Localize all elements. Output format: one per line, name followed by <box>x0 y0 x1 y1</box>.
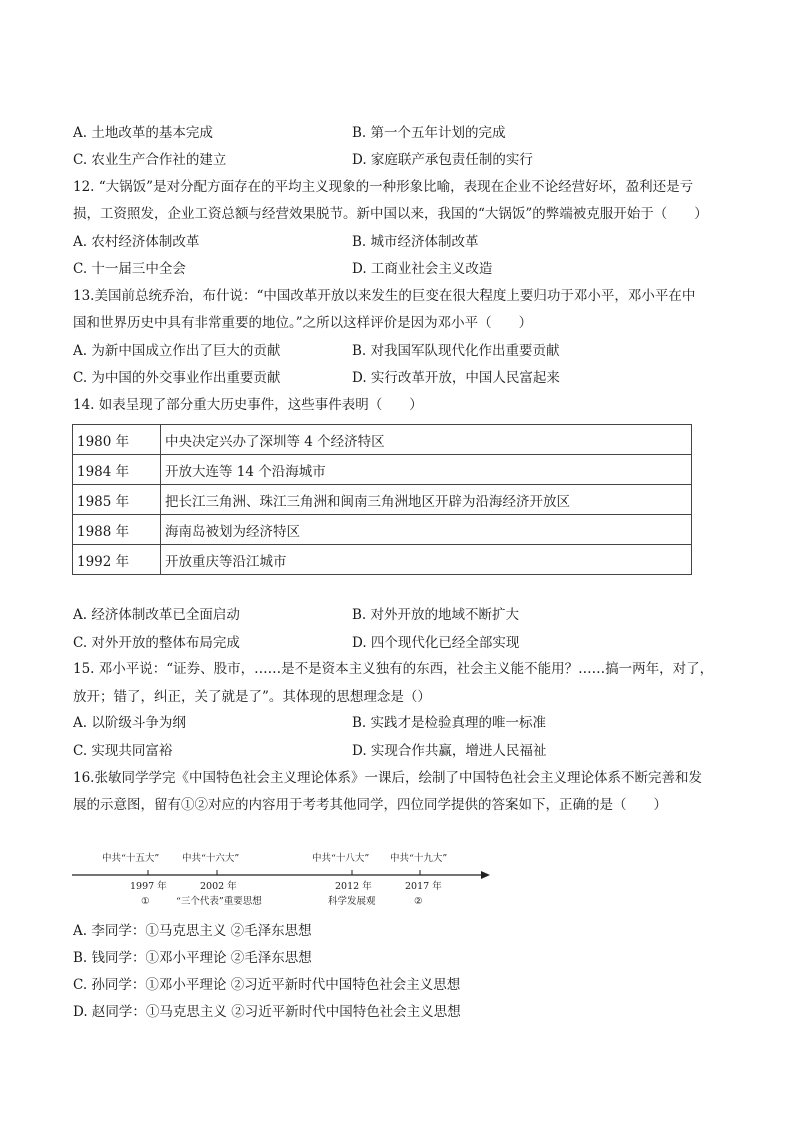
q13-option-b[interactable]: B. 对我国军队现代化作出重要贡献 <box>352 343 560 359</box>
q12-option-d[interactable]: D. 工商业社会主义改造 <box>352 261 493 277</box>
q14-option-c[interactable]: C. 对外开放的整体布局完成 <box>73 635 240 651</box>
table-row <box>73 515 692 545</box>
event-year-cell: 1985 年 <box>73 485 161 515</box>
event-year-cell: 1992 年 <box>73 545 161 575</box>
history-events-table <box>72 424 692 575</box>
year-2002-label: 2002 年 <box>200 881 237 892</box>
congress-15-label: 中共“十五大” <box>102 853 160 864</box>
q13-stem-line2: 国和世界历史中具有非常重要的地位。”之所以这样评价是因为邓小平（ ） <box>73 315 533 331</box>
q12-option-a[interactable]: A. 农村经济体制改革 <box>73 234 200 250</box>
blank-1-mark: ① <box>141 896 150 907</box>
event-description-cell: 开放重庆等沿江城市 <box>161 545 692 575</box>
q11-option-c[interactable]: C. 农业生产合作社的建立 <box>73 152 227 168</box>
three-represents-label: “三个代表”重要思想 <box>176 896 262 907</box>
table-row <box>73 545 692 575</box>
event-description-cell: 海南岛被划为经济特区 <box>161 515 692 545</box>
q15-option-c[interactable]: C. 实现共同富裕 <box>73 743 173 759</box>
q14-option-a[interactable]: A. 经济体制改革已全面启动 <box>73 607 240 623</box>
blank-2-mark: ② <box>414 896 423 907</box>
table-row <box>73 425 692 455</box>
q16-stem-line1: 16.张敏同学学完《中国特色社会主义理论体系》一课后，绘制了中国特色社会主义理论体系不断完善和发 <box>73 770 702 786</box>
q16-option-b[interactable]: B. 钱同学：①邓小平理论 ②毛泽东思想 <box>73 950 312 966</box>
q11-option-b[interactable]: B. 第一个五年计划的完成 <box>352 125 506 141</box>
table-row <box>73 485 692 515</box>
event-year-cell: 1988 年 <box>73 515 161 545</box>
q13-option-a[interactable]: A. 为新中国成立作出了巨大的贡献 <box>73 343 281 359</box>
congress-16-label: 中共“十六大” <box>182 853 240 864</box>
q12-stem-line1: 12. “大锅饭”是对分配方面存在的平均主义现象的一种形象比喻，表现在企业不论经营好坏，盈利还是亏 <box>73 179 694 195</box>
q16-option-c[interactable]: C. 孙同学：①邓小平理论 ②习近平新时代中国特色社会主义思想 <box>73 977 461 993</box>
q15-option-a[interactable]: A. 以阶级斗争为纲 <box>73 715 186 731</box>
q16-option-a[interactable]: A. 李同学：①马克思主义 ②毛泽东思想 <box>73 923 312 939</box>
q15-option-b[interactable]: B. 实践才是检验真理的唯一标准 <box>352 715 547 731</box>
q12-option-c[interactable]: C. 十一届三中全会 <box>73 261 186 277</box>
event-year-cell: 1984 年 <box>73 455 161 485</box>
q11-option-a[interactable]: A. 土地改革的基本完成 <box>73 125 213 141</box>
table-row <box>73 455 692 485</box>
q16-stem-line2: 展的示意图，留有①②对应的内容用于考考其他同学，四位同学提供的答案如下，正确的是（ ） <box>73 797 667 813</box>
year-1997-label: 1997 年 <box>130 881 167 892</box>
q11-option-d[interactable]: D. 家庭联产承包责任制的实行 <box>352 152 533 168</box>
q14-stem: 14. 如表呈现了部分重大历史事件，这些事件表明（ ） <box>73 397 423 413</box>
q14-option-b[interactable]: B. 对外开放的地域不断扩大 <box>352 607 520 623</box>
event-description-cell: 中央决定兴办了深圳等 4 个经济特区 <box>161 425 692 455</box>
event-description-cell: 开放大连等 14 个沿海城市 <box>161 455 692 485</box>
q16-option-d[interactable]: D. 赵同学：①马克思主义 ②习近平新时代中国特色社会主义思想 <box>73 1004 461 1020</box>
year-2017-label: 2017 年 <box>405 881 442 892</box>
q15-option-d[interactable]: D. 实现合作共赢，增进人民福祉 <box>352 743 547 759</box>
q15-stem-line1: 15. 邓小平说：“证券、股市，……是不是资本主义独有的东西，社会主义能不能用？……搞一两年，对了， <box>73 661 714 677</box>
q13-option-d[interactable]: D. 实行改革开放，中国人民富起来 <box>352 370 560 386</box>
q14-option-d[interactable]: D. 四个现代化已经全部实现 <box>352 635 520 651</box>
q12-option-b[interactable]: B. 城市经济体制改革 <box>352 234 479 250</box>
event-year-cell: 1980 年 <box>73 425 161 455</box>
theory-timeline-diagram <box>72 846 492 910</box>
congress-19-label: 中共“十九大” <box>390 853 448 864</box>
q13-option-c[interactable]: C. 为中国的外交事业作出重要贡献 <box>73 370 281 386</box>
timeline-arrow-icon <box>481 871 490 879</box>
event-description-cell: 把长江三角洲、珠江三角洲和闽南三角洲地区开辟为沿海经济开放区 <box>161 485 692 515</box>
q12-stem-line2: 损，工资照发，企业工资总额与经营效果脱节。新中国以来，我国的“大锅饭”的弊端被克服开始于（ ） <box>73 206 708 222</box>
year-2012-label: 2012 年 <box>335 881 372 892</box>
q13-stem-line1: 13.美国前总统乔治，布什说：“中国改革开放以来发生的巨变在很大程度上要归功于邓小平，邓小平在中 <box>73 288 696 304</box>
scientific-development-label: 科学发展观 <box>328 896 376 907</box>
q15-stem-line2: 放开；错了，纠正，关了就是了”。其体现的思想理念是（） <box>73 689 431 705</box>
congress-18-label: 中共“十八大” <box>312 853 370 864</box>
